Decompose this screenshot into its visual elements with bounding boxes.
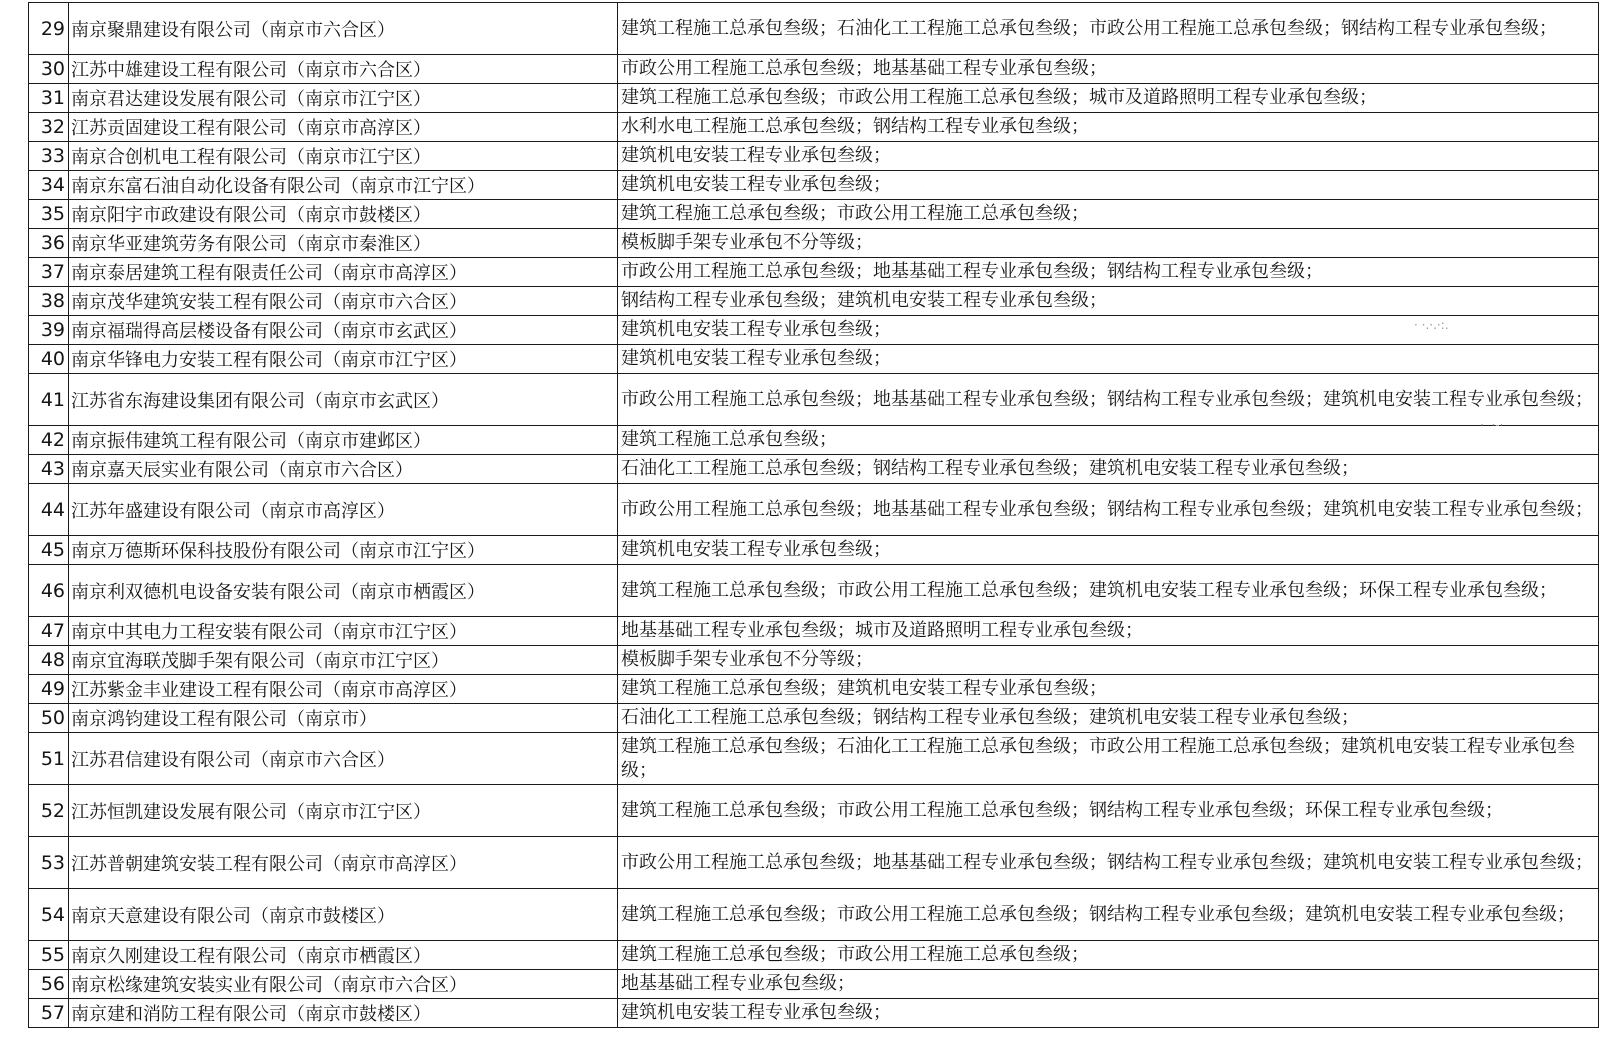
company-name-cell: 江苏贡固建设工程有限公司（南京市高淳区） — [69, 113, 618, 142]
company-name-cell: 南京茂华建筑安装工程有限公司（南京市六合区） — [69, 287, 618, 316]
qualification-cell: 市政公用工程施工总承包叁级；地基基础工程专业承包叁级； — [618, 55, 1599, 84]
qualification-cell: 建筑机电安装工程专业承包叁级； — [618, 345, 1599, 374]
company-name-cell: 南京鸿钧建设工程有限公司（南京市） — [69, 704, 618, 733]
table-row — [29, 733, 1599, 785]
table-row — [29, 455, 1599, 484]
company-name-cell: 南京泰居建筑工程有限责任公司（南京市高淳区） — [69, 258, 618, 287]
qualification-cell: 钢结构工程专业承包叁级；建筑机电安装工程专业承包叁级； — [618, 287, 1599, 316]
table-row — [29, 316, 1599, 345]
qualification-cell: 建筑工程施工总承包叁级；市政公用工程施工总承包叁级；建筑机电安装工程专业承包叁级；环保工程专业承包叁级； — [618, 565, 1599, 617]
company-name-cell: 江苏普朝建筑安装工程有限公司（南京市高淳区） — [69, 837, 618, 889]
company-name-cell: 江苏紫金丰业建设工程有限公司（南京市高淳区） — [69, 675, 618, 704]
table-row — [29, 84, 1599, 113]
company-name-cell: 南京东富石油自动化设备有限公司（南京市江宁区） — [69, 171, 618, 200]
row-number: 39 — [29, 316, 69, 345]
table-row — [29, 345, 1599, 374]
table-row — [29, 200, 1599, 229]
table-row — [29, 484, 1599, 536]
qualification-cell: 市政公用工程施工总承包叁级；地基基础工程专业承包叁级；钢结构工程专业承包叁级； — [618, 258, 1599, 287]
row-number: 55 — [29, 941, 69, 970]
table-row — [29, 3, 1599, 55]
company-name-cell: 南京君达建设发展有限公司（南京市江宁区） — [69, 84, 618, 113]
qualification-cell: 水利水电工程施工总承包叁级；钢结构工程专业承包叁级； — [618, 113, 1599, 142]
qualification-cell: 建筑工程施工总承包叁级；市政公用工程施工总承包叁级；钢结构工程专业承包叁级；环保工程专业承包叁级； — [618, 785, 1599, 837]
qualification-cell: 建筑机电安装工程专业承包叁级； — [618, 142, 1599, 171]
company-name-cell: 南京久刚建设工程有限公司（南京市栖霞区） — [69, 941, 618, 970]
qualification-cell: 建筑工程施工总承包叁级；石油化工工程施工总承包叁级；市政公用工程施工总承包叁级；建筑机电安装工程专业承包叁级； — [618, 733, 1599, 785]
company-name-cell: 南京万德斯环保科技股份有限公司（南京市江宁区） — [69, 536, 618, 565]
company-name-cell: 南京华锋电力安装工程有限公司（南京市江宁区） — [69, 345, 618, 374]
company-name-cell: 南京中其电力工程安装有限公司（南京市江宁区） — [69, 617, 618, 646]
row-number: 45 — [29, 536, 69, 565]
company-name-cell: 南京合创机电工程有限公司（南京市江宁区） — [69, 142, 618, 171]
row-number: 31 — [29, 84, 69, 113]
qualification-cell: 石油化工工程施工总承包叁级；钢结构工程专业承包叁级；建筑机电安装工程专业承包叁级； — [618, 704, 1599, 733]
qualification-cell: 市政公用工程施工总承包叁级；地基基础工程专业承包叁级；钢结构工程专业承包叁级；建筑机电安装工程专业承包叁级； — [618, 837, 1599, 889]
qualification-cell: 建筑工程施工总承包叁级；建筑机电安装工程专业承包叁级； — [618, 675, 1599, 704]
row-number: 47 — [29, 617, 69, 646]
row-number: 54 — [29, 889, 69, 941]
qualification-cell: 建筑工程施工总承包叁级；市政公用工程施工总承包叁级； — [618, 200, 1599, 229]
qualification-cell: 模板脚手架专业承包不分等级； — [618, 229, 1599, 258]
table-row — [29, 113, 1599, 142]
table-row — [29, 258, 1599, 287]
table-row — [29, 941, 1599, 970]
row-number: 50 — [29, 704, 69, 733]
company-name-cell: 南京天意建设有限公司（南京市鼓楼区） — [69, 889, 618, 941]
row-number: 49 — [29, 675, 69, 704]
row-number: 30 — [29, 55, 69, 84]
table-row — [29, 999, 1599, 1028]
company-name-cell: 南京宜海联茂脚手架有限公司（南京市江宁区） — [69, 646, 618, 675]
company-name-cell: 南京嘉天辰实业有限公司（南京市六合区） — [69, 455, 618, 484]
scan-smudge: · ·.·.·:. — [1414, 318, 1449, 332]
table-body — [29, 3, 1599, 1028]
row-number: 51 — [29, 733, 69, 785]
table-row — [29, 374, 1599, 426]
table-row — [29, 617, 1599, 646]
company-name-cell: 南京松缘建筑安装实业有限公司（南京市六合区） — [69, 970, 618, 999]
row-number: 38 — [29, 287, 69, 316]
scan-smudge: · ·‑· — [1480, 418, 1504, 432]
table-row — [29, 970, 1599, 999]
company-name-cell: 江苏省东海建设集团有限公司（南京市玄武区） — [69, 374, 618, 426]
qualification-cell: 建筑工程施工总承包叁级； — [618, 426, 1599, 455]
table-row — [29, 287, 1599, 316]
table-row — [29, 704, 1599, 733]
table-row — [29, 889, 1599, 941]
row-number: 33 — [29, 142, 69, 171]
table-row — [29, 426, 1599, 455]
company-name-cell: 南京建和消防工程有限公司（南京市鼓楼区） — [69, 999, 618, 1028]
row-number: 35 — [29, 200, 69, 229]
row-number: 37 — [29, 258, 69, 287]
row-number: 32 — [29, 113, 69, 142]
qualification-cell: 建筑机电安装工程专业承包叁级； — [618, 171, 1599, 200]
row-number: 43 — [29, 455, 69, 484]
company-name-cell: 南京福瑞得高层楼设备有限公司（南京市玄武区） — [69, 316, 618, 345]
row-number: 53 — [29, 837, 69, 889]
row-number: 44 — [29, 484, 69, 536]
row-number: 36 — [29, 229, 69, 258]
row-number: 29 — [29, 3, 69, 55]
company-name-cell: 南京振伟建筑工程有限公司（南京市建邺区） — [69, 426, 618, 455]
row-number: 46 — [29, 565, 69, 617]
qualification-cell: 建筑机电安装工程专业承包叁级； — [618, 999, 1599, 1028]
qualification-cell: 模板脚手架专业承包不分等级； — [618, 646, 1599, 675]
row-number: 42 — [29, 426, 69, 455]
qualification-cell: 建筑机电安装工程专业承包叁级； — [618, 536, 1599, 565]
row-number: 41 — [29, 374, 69, 426]
qualification-cell: 地基基础工程专业承包叁级；城市及道路照明工程专业承包叁级； — [618, 617, 1599, 646]
company-qualification-table — [28, 2, 1599, 1028]
row-number: 56 — [29, 970, 69, 999]
company-name-cell: 江苏中雄建设工程有限公司（南京市六合区） — [69, 55, 618, 84]
company-name-cell: 南京利双德机电设备安装有限公司（南京市栖霞区） — [69, 565, 618, 617]
qualification-cell: 建筑工程施工总承包叁级；石油化工工程施工总承包叁级；市政公用工程施工总承包叁级；钢结构工程专业承包叁级； — [618, 3, 1599, 55]
qualification-cell: 建筑工程施工总承包叁级；市政公用工程施工总承包叁级； — [618, 941, 1599, 970]
qualification-cell: 地基基础工程专业承包叁级； — [618, 970, 1599, 999]
row-number: 40 — [29, 345, 69, 374]
company-name-cell: 江苏君信建设有限公司（南京市六合区） — [69, 733, 618, 785]
table-row — [29, 675, 1599, 704]
row-number: 34 — [29, 171, 69, 200]
table-row — [29, 171, 1599, 200]
company-name-cell: 南京聚鼎建设有限公司（南京市六合区） — [69, 3, 618, 55]
company-name-cell: 南京阳宇市政建设有限公司（南京市鼓楼区） — [69, 200, 618, 229]
table-row — [29, 565, 1599, 617]
table-row — [29, 142, 1599, 171]
table-row — [29, 229, 1599, 258]
qualification-cell: 建筑工程施工总承包叁级；市政公用工程施工总承包叁级；钢结构工程专业承包叁级；建筑机电安装工程专业承包叁级； — [618, 889, 1599, 941]
table-row — [29, 646, 1599, 675]
qualification-cell: 市政公用工程施工总承包叁级；地基基础工程专业承包叁级；钢结构工程专业承包叁级；建筑机电安装工程专业承包叁级； — [618, 484, 1599, 536]
qualification-cell: 市政公用工程施工总承包叁级；地基基础工程专业承包叁级；钢结构工程专业承包叁级；建筑机电安装工程专业承包叁级； — [618, 374, 1599, 426]
row-number: 57 — [29, 999, 69, 1028]
table-row — [29, 536, 1599, 565]
table-row — [29, 837, 1599, 889]
row-number: 52 — [29, 785, 69, 837]
company-name-cell: 南京华亚建筑劳务有限公司（南京市秦淮区） — [69, 229, 618, 258]
qualification-cell: 建筑工程施工总承包叁级；市政公用工程施工总承包叁级；城市及道路照明工程专业承包叁级； — [618, 84, 1599, 113]
qualification-cell: 石油化工工程施工总承包叁级；钢结构工程专业承包叁级；建筑机电安装工程专业承包叁级； — [618, 455, 1599, 484]
table-row — [29, 55, 1599, 84]
company-name-cell: 江苏恒凯建设发展有限公司（南京市江宁区） — [69, 785, 618, 837]
company-name-cell: 江苏年盛建设有限公司（南京市高淳区） — [69, 484, 618, 536]
table-row — [29, 785, 1599, 837]
row-number: 48 — [29, 646, 69, 675]
qualification-cell: 建筑机电安装工程专业承包叁级； — [618, 316, 1599, 345]
